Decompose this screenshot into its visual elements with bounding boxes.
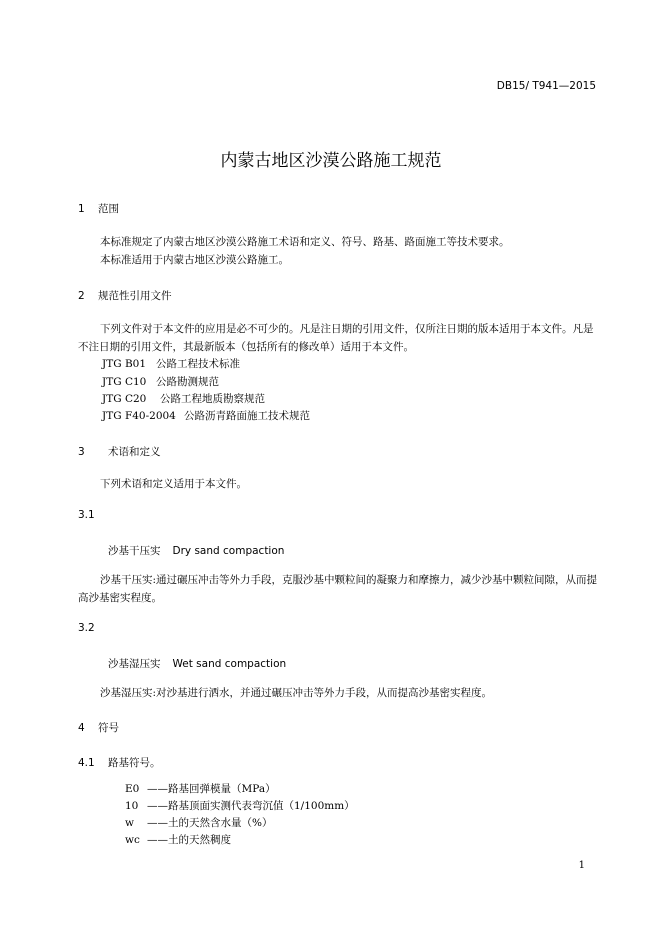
section-number: 1: [78, 203, 85, 215]
symbol-description: ——路基回弹模量（MPa）: [147, 783, 276, 795]
section-title: 符号: [98, 722, 119, 734]
symbol-item: [125, 781, 276, 796]
subsection-4-1-heading: [78, 755, 161, 770]
reference-item: [102, 391, 265, 406]
symbol-description: ——路基顶面实测代表弯沉值（1/100mm）: [147, 800, 355, 812]
reference-code: JTG C20: [102, 393, 147, 405]
term-heading: [108, 656, 286, 671]
section-number: 2: [78, 290, 85, 302]
section-number: 3: [78, 446, 85, 458]
term-definition: 沙基干压实:通过碾压冲击等外力手段，克服沙基中颗粒间的凝聚力和摩擦力，减少沙基中颗粒间隙，从而提高沙基密实程度。: [78, 574, 598, 604]
reference-name: 公路工程地质勘察规范: [160, 393, 265, 405]
paragraph: 本标准适用于内蒙古地区沙漠公路施工。: [100, 254, 289, 266]
term-definition: 沙基湿压实:对沙基进行洒水，并通过碾压冲击等外力手段，从而提高沙基密实程度。: [100, 687, 493, 699]
term-heading: [108, 543, 284, 558]
document-title: 内蒙古地区沙漠公路施工规范: [220, 151, 442, 171]
term-chinese: 沙基干压实: [108, 545, 161, 557]
section-4-heading: [78, 720, 119, 735]
term-english: Dry sand compaction: [172, 545, 285, 557]
paragraph: 本标准规定了内蒙古地区沙漠公路施工术语和定义、符号、路基、路面施工等技术要求。: [100, 236, 510, 248]
reference-code: JTG C10: [102, 376, 147, 388]
reference-code: JTG F40-2004: [102, 410, 176, 422]
term-chinese: 沙基湿压实: [108, 658, 161, 670]
symbol: w: [125, 817, 134, 829]
symbol: 10: [125, 800, 139, 812]
paragraph: 下列术语和定义适用于本文件。: [100, 478, 247, 490]
reference-item: [102, 374, 219, 389]
reference-name: 公路勘测规范: [156, 376, 219, 388]
symbol-item: [125, 798, 355, 813]
section-1-heading: [78, 201, 119, 216]
reference-name: 公路工程技术标准: [156, 358, 240, 370]
reference-name: 公路沥青路面施工技术规范: [184, 410, 310, 422]
document-code: DB15/ T941—2015: [496, 80, 596, 92]
subsection-number: 4.1: [78, 757, 95, 769]
reference-code: JTG B01: [102, 358, 147, 370]
reference-item: [102, 356, 240, 371]
section-title: 规范性引用文件: [98, 290, 172, 302]
section-title: 术语和定义: [108, 446, 161, 458]
section-3-heading: [78, 444, 161, 459]
subsection-title: 路基符号。: [108, 757, 161, 769]
reference-item: [102, 408, 310, 423]
symbol-item: [125, 815, 272, 830]
symbol-item: [125, 832, 231, 847]
symbol-description: ——土的天然稠度: [147, 834, 231, 846]
section-title: 范围: [98, 203, 119, 215]
symbol: E0: [125, 783, 140, 795]
symbol: wc: [125, 834, 140, 846]
paragraph: 下列文件对于本文件的应用是必不可少的。凡是注日期的引用文件，仅所注日期的版本适用于本文件。凡是不注日期的引用文件，其最新版本（包括所有的修改单）适用于本文件。: [78, 323, 594, 353]
symbol-description: ——土的天然含水量（%）: [147, 817, 273, 829]
term-number: 3.1: [78, 509, 95, 521]
section-number: 4: [78, 722, 85, 734]
page-number: 1: [578, 860, 585, 871]
term-number: 3.2: [78, 622, 95, 634]
section-2-heading: [78, 288, 172, 303]
term-english: Wet sand compaction: [172, 658, 287, 670]
